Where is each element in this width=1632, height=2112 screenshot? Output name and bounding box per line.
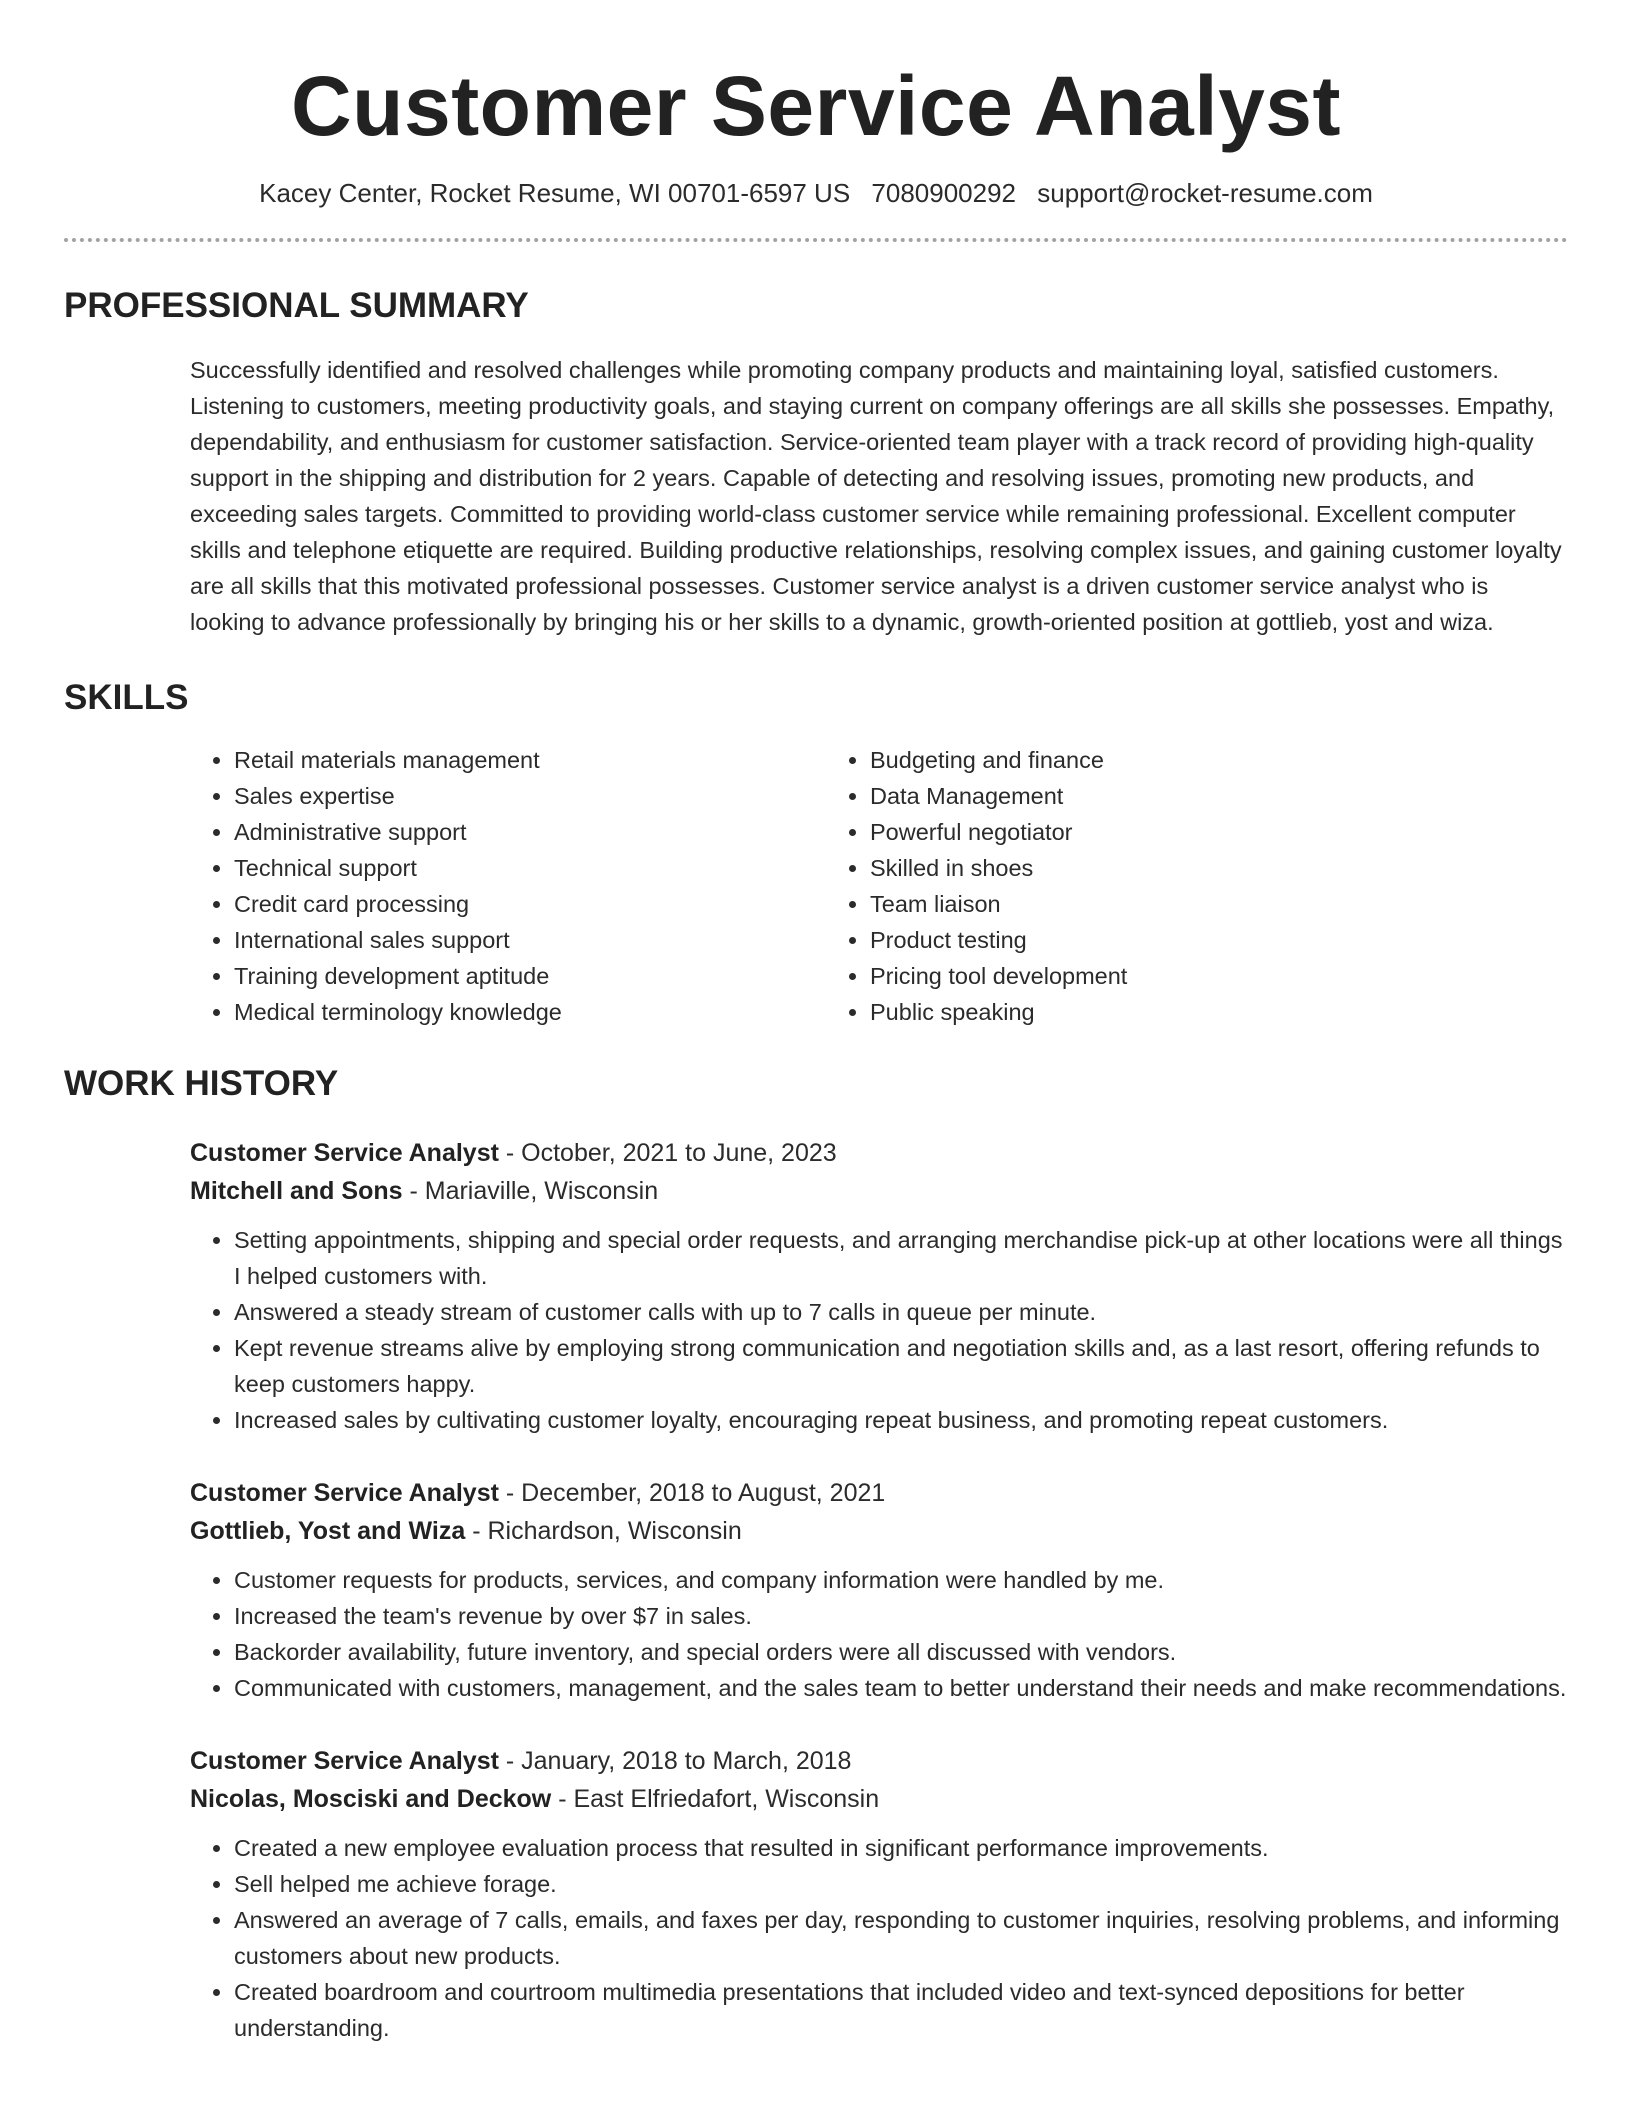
job-bullets: [190, 1562, 1568, 1706]
contact-email: support@rocket-resume.com: [1037, 178, 1373, 208]
job-bullet: • Created boardroom and courtroom multimedia presentations that included video and text-synced depositions for better understanding.: [234, 1974, 1568, 2046]
skill-item: • Medical terminology knowledge: [234, 994, 826, 1030]
skill-item: • Sales expertise: [234, 778, 826, 814]
job-role: Customer Service Analyst: [190, 1747, 499, 1775]
skill-item: • International sales support: [234, 922, 826, 958]
job-role: Customer Service Analyst: [190, 1479, 499, 1507]
job-entry: [190, 1742, 1568, 2046]
job-company-line: [190, 1512, 1568, 1550]
skill-item: • Training development aptitude: [234, 958, 826, 994]
job-bullet: • Created a new employee evaluation process that resulted in significant performance improvements.: [234, 1830, 1568, 1866]
job-bullet: • Increased the team's revenue by over $7 in sales.: [234, 1598, 1568, 1634]
summary-text: Successfully identified and resolved challenges while promoting company products and maintaining loyal, satisfied customers. Listening to customers, meeting productivity goals, and staying current on company offerings are all skills she possesses. Empathy, dependability, and enthusiasm for customer satisfaction. Service-oriented team player with a track record of providing high-quality support in the shipping and distribution for 2 years. Capable of detecting and resolving issues, promoting new products, and exceeding sales targets. Committed to providing world-class customer service while remaining professional. Excellent computer skills and telephone etiquette are required. Building productive relationships, resolving complex issues, and gaining customer loyalty are all skills that this motivated professional possesses. Customer service analyst is a driven customer service analyst who is looking to advance professionally by bringing his or her skills to a dynamic, growth-oriented position at gottlieb, yost and wiza.: [190, 357, 1562, 635]
skill-item: • Technical support: [234, 850, 826, 886]
job-dates: - October, 2021 to June, 2023: [498, 1139, 837, 1167]
work-history-heading: WORK HISTORY: [64, 1064, 339, 1103]
job-bullet: • Increased sales by cultivating customer loyalty, encouraging repeat business, and promoting repeat customers.: [234, 1402, 1568, 1438]
job-company-line: [190, 1780, 1568, 1818]
job-title-line: [190, 1134, 1568, 1172]
skills-heading: SKILLS: [64, 678, 189, 717]
job-bullet: • Answered an average of 7 calls, emails, and faxes per day, responding to customer inquiries, resolving problems, and informing customers about new products.: [234, 1902, 1568, 1974]
job-location: - Mariaville, Wisconsin: [402, 1177, 659, 1205]
job-bullet: • Communicated with customers, management, and the sales team to better understand their needs and make recommendations.: [234, 1670, 1568, 1706]
job-location: - Richardson, Wisconsin: [465, 1517, 742, 1545]
job-bullet: • Customer requests for products, services, and company information were handled by me.: [234, 1562, 1568, 1598]
job-dates: - December, 2018 to August, 2021: [498, 1479, 886, 1507]
skill-item: • Pricing tool development: [870, 958, 1462, 994]
skill-item: • Public speaking: [870, 994, 1462, 1030]
job-bullets: [190, 1222, 1568, 1438]
job-company: Mitchell and Sons: [190, 1177, 403, 1205]
job-company-line: [190, 1172, 1568, 1210]
resume-page: [64, 0, 1568, 2046]
skills-list: [190, 742, 1568, 1030]
job-bullet: • Kept revenue streams alive by employing strong communication and negotiation skills and, as a last resort, offering refunds to keep customers happy.: [234, 1330, 1568, 1402]
job-role: Customer Service Analyst: [190, 1139, 499, 1167]
skill-item: • Administrative support: [234, 814, 826, 850]
skills-column-left: [190, 742, 826, 1030]
skill-item: • Credit card processing: [234, 886, 826, 922]
job-bullet: • Setting appointments, shipping and special order requests, and arranging merchandise pick-up at other locations were all things I helped customers with.: [234, 1222, 1568, 1294]
resume-name: Customer Service Analyst: [291, 59, 1341, 153]
skills-column-right: [826, 742, 1462, 1030]
summary-heading: PROFESSIONAL SUMMARY: [64, 286, 529, 325]
job-title-line: [190, 1474, 1568, 1512]
job-title-line: [190, 1742, 1568, 1780]
contact-address: Kacey Center, Rocket Resume, WI 00701-6597 US: [259, 178, 851, 208]
skill-item: • Product testing: [870, 922, 1462, 958]
contact-info: [64, 176, 1568, 210]
job-location: - East Elfriedafort, Wisconsin: [551, 1785, 880, 1813]
job-bullet: • Backorder availability, future inventory, and special orders were all discussed with vendors.: [234, 1634, 1568, 1670]
skill-item: • Powerful negotiator: [870, 814, 1462, 850]
job-bullet: • Answered a steady stream of customer calls with up to 7 calls in queue per minute.: [234, 1294, 1568, 1330]
job-dates: - January, 2018 to March, 2018: [498, 1747, 852, 1775]
skill-item: • Team liaison: [870, 886, 1462, 922]
header-divider: [64, 238, 1568, 242]
skill-item: • Retail materials management: [234, 742, 826, 778]
job-bullets: [190, 1830, 1568, 2046]
skill-item: • Skilled in shoes: [870, 850, 1462, 886]
job-company: Nicolas, Mosciski and Deckow: [190, 1785, 552, 1813]
job-entry: [190, 1134, 1568, 1438]
skill-item: • Budgeting and finance: [870, 742, 1462, 778]
job-company: Gottlieb, Yost and Wiza: [190, 1517, 466, 1545]
contact-phone: 7080900292: [871, 178, 1017, 208]
skill-item: • Data Management: [870, 778, 1462, 814]
job-bullet: • Sell helped me achieve forage.: [234, 1866, 1568, 1902]
job-entry: [190, 1474, 1568, 1706]
